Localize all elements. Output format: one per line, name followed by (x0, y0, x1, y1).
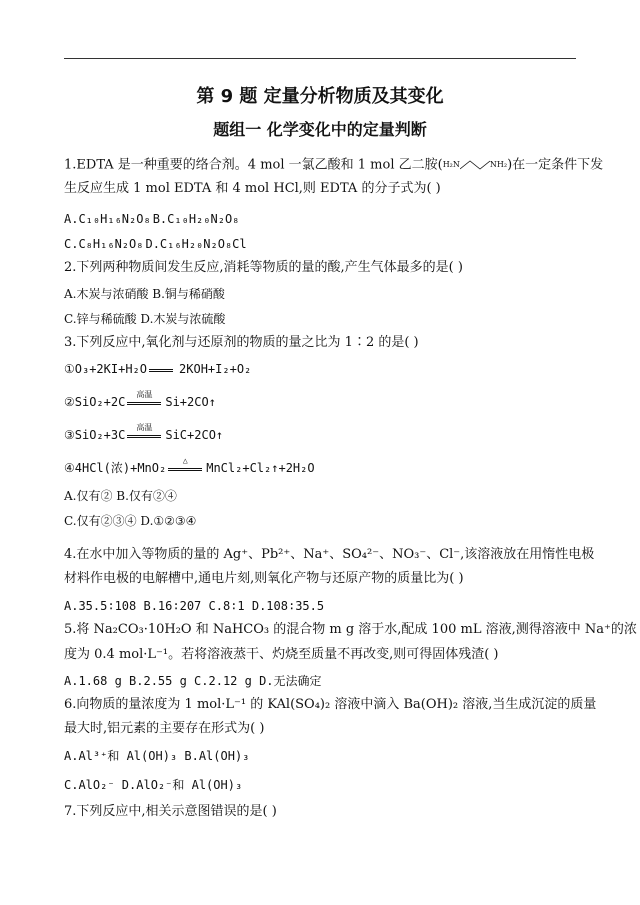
q3-options-cd: C.仅有②③④ D.①②③④ (64, 514, 197, 528)
reaction-condition-heat: △ (166, 461, 204, 477)
q3-reaction-4: ④4HCl(浓)+MnO₂ △ MnCl₂+Cl₂↑+2H₂O (64, 455, 315, 475)
q3-line1: 3.下列反应中,氧化剂与还原剂的物质的量之比为 1∶2 的是( ) (64, 335, 419, 350)
q4-line1: 4.在水中加入等物质的量的 Ag⁺、Pb²⁺、Na⁺、SO₄²⁻、NO₃⁻、Cl⁻,该溶液放在用惰性电极 (64, 547, 595, 562)
q6-line2: 最大时,铝元素的主要存在形式为( ) (64, 721, 265, 736)
q3-reaction-3: ③SiO₂+3C 高温 SiC+2CO↑ (64, 422, 224, 442)
equals-sign-icon (147, 362, 175, 378)
q5-line1: 5.将 Na₂CO₃·10H₂O 和 NaHCO₃ 的混合物 m g 溶于水,配成 100 mL 溶液,测得溶液中 Na⁺的浓 (64, 622, 637, 637)
q1-options-ab (64, 211, 239, 227)
q1-option-a: A.C₁₀H₁₆N₂O₈ (64, 212, 151, 226)
reaction-condition-high-temp: 高温 (125, 395, 163, 411)
q2-options-cd: C.锌与稀硫酸 D.木炭与浓硫酸 (64, 312, 226, 326)
q1-line2: 生反应生成 1 mol EDTA 和 4 mol HCl,则 EDTA 的分子式为( ) (64, 181, 441, 196)
q4-line2: 材料作电极的电解槽中,通电片刻,则氧化产物与还原产物的质量比为( ) (64, 571, 464, 586)
zigzag-bond-icon (460, 159, 490, 171)
q2-options-ab: A.木炭与浓硝酸 B.铜与稀硝酸 (64, 287, 225, 301)
q1-line1 (64, 157, 603, 174)
q1-option-d: D.C₁₆H₂₀N₂O₈Cl (145, 237, 247, 251)
q1-option-c: C.C₈H₁₆N₂O₈ (64, 237, 144, 251)
q1-option-b: B.C₁₀H₂₀N₂O₈ (152, 212, 240, 226)
q6-line1: 6.向物质的量浓度为 1 mol·L⁻¹ 的 KAl(SO₄)₂ 溶液中滴入 Ba(OH)₂ 溶液,当生成沉淀的质量 (64, 697, 597, 712)
q1-text-a: 1.EDTA 是一种重要的络合剂。4 mol 一氯乙酸和 1 mol 乙二胺( (64, 157, 443, 173)
q5-options: A.1.68 g B.2.55 g C.2.12 g D.无法确定 (64, 674, 322, 688)
header-rule (64, 58, 576, 59)
page-title: 第 9 题 定量分析物质及其变化 (196, 86, 444, 107)
q7-line1: 7.下列反应中,相关示意图错误的是( ) (64, 804, 277, 819)
q5-line2: 度为 0.4 mol·L⁻¹。若将溶液蒸干、灼烧至质量不再改变,则可得固体残渣( ) (64, 647, 499, 662)
q2-line1: 2.下列两种物质间发生反应,消耗等物质的量的酸,产生气体最多的是( ) (64, 260, 463, 275)
q6-options-ab: A.Al³⁺和 Al(OH)₃ B.Al(OH)₃ (64, 749, 250, 763)
q3-reaction-1: ①O₃+2KI+H₂O 2KOH+I₂+O₂ (64, 362, 252, 376)
reaction-condition-high-temp: 高温 (125, 428, 163, 444)
q4-options: A.35.5∶108 B.16∶207 C.8∶1 D.108∶35.5 (64, 599, 325, 613)
q3-reaction-2: ②SiO₂+2C 高温 Si+2CO↑ (64, 389, 216, 409)
q6-options-cd: C.AlO₂⁻ D.AlO₂⁻和 Al(OH)₃ (64, 778, 243, 792)
section-title: 题组一 化学变化中的定量判断 (213, 120, 427, 139)
q1-text-b: )在一定条件下发 (507, 157, 604, 173)
ethylenediamine-structure: H₂N NH₂ (442, 160, 508, 169)
q1-options-cd (64, 236, 247, 252)
q3-options-ab: A.仅有② B.仅有②④ (64, 489, 177, 503)
